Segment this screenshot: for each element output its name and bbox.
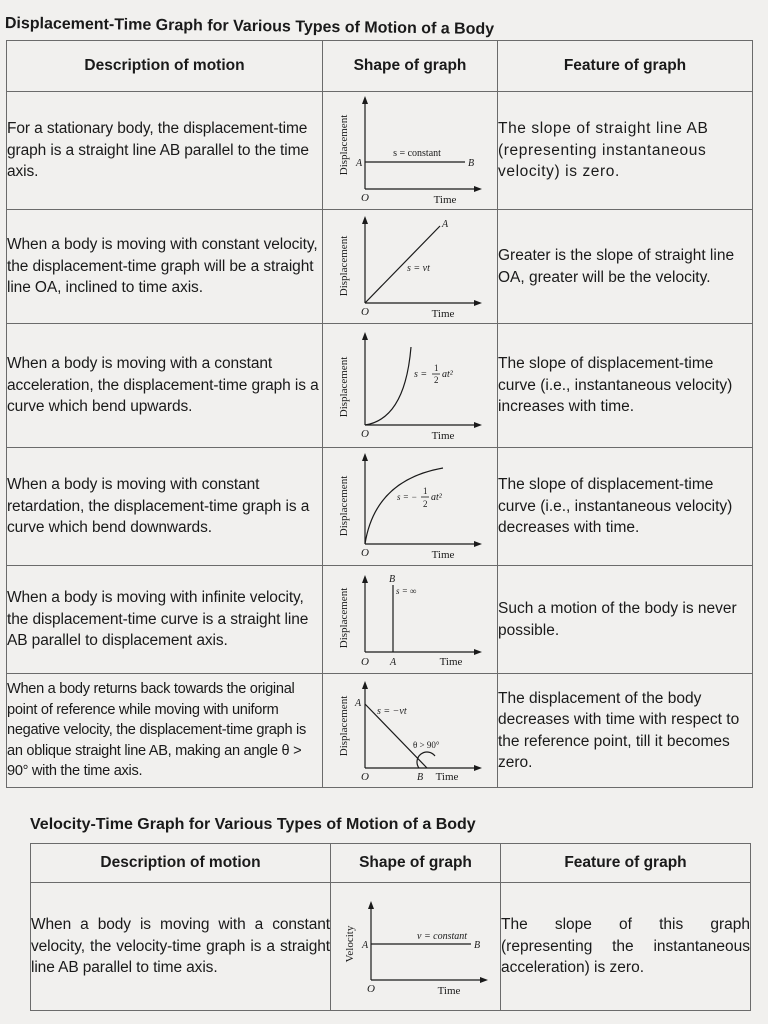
point-a-label: A — [442, 218, 449, 230]
x-axis-label: Time — [431, 548, 455, 561]
origin-label: O — [361, 655, 369, 668]
velocity-time-table — [30, 843, 751, 1011]
point-b-label: B — [468, 157, 475, 169]
row-graph — [331, 883, 501, 1011]
eq-numerator: 1 — [434, 362, 439, 373]
graph-constant-acceleration — [335, 327, 485, 445]
point-a-label: A — [390, 656, 397, 668]
header-shape: Shape of graph — [331, 844, 501, 883]
point-a-label: A — [356, 157, 363, 169]
graph-stationary — [335, 93, 485, 209]
graph-constant-retardation — [335, 450, 485, 564]
row-description: When a body is moving with infinite velocity, the displacement-time curve is a straight line AB parallel to displacement axis. — [7, 566, 323, 674]
eq-numerator: 1 — [423, 485, 428, 496]
graph-constant-velocity — [335, 211, 485, 323]
row-graph — [323, 448, 498, 566]
y-axis-label: Displacement — [338, 695, 350, 756]
row-feature: The slope of this graph (representing the instantaneous acceleration) is zero. — [501, 883, 751, 1011]
y-axis-label: Displacement — [338, 356, 350, 417]
table-row — [7, 448, 753, 566]
row-description: When a body is moving with constant retardation, the displacement-time graph is a curve which bend downwards. — [7, 448, 323, 566]
angle-label: θ > 90° — [413, 739, 440, 750]
graph-equation: v = constant — [416, 930, 467, 942]
table-row — [7, 566, 753, 674]
row-feature: The slope of straight line AB (representing instantaneous velocity) is zero. — [498, 92, 753, 210]
origin-label: O — [361, 191, 369, 204]
point-b-label: B — [389, 573, 396, 585]
graph-equation: s = vt — [407, 262, 430, 274]
origin-label: O — [361, 427, 369, 440]
y-axis-label: Displacement — [338, 587, 350, 648]
origin-label: O — [361, 546, 369, 559]
row-description: When a body is moving with a constant velocity, the velocity-time graph is a straight line AB parallel to time axis. — [31, 883, 331, 1011]
row-feature: Such a motion of the body is never possible. — [498, 566, 753, 674]
origin-label: O — [361, 305, 369, 318]
row-graph — [323, 324, 498, 448]
row-feature: Greater is the slope of straight line OA, greater will be the velocity. — [498, 210, 753, 324]
graph-negative-velocity — [335, 676, 485, 786]
header-description: Description of motion — [31, 844, 331, 883]
x-axis-label: Time — [431, 429, 455, 442]
displacement-time-table — [6, 40, 753, 788]
x-axis-label: Time — [439, 655, 463, 668]
section-title-displacement: Displacement-Time Graph for Various Types of Motion of a Body — [4, 14, 495, 38]
x-axis-label: Time — [435, 770, 459, 783]
graph-equation: s = constant — [393, 147, 441, 159]
row-description: For a stationary body, the displacement-time graph is a straight line AB parallel to the time axis. — [7, 92, 323, 210]
eq-left: s = − — [397, 491, 418, 502]
header-feature: Feature of graph — [501, 844, 751, 883]
point-a-label: A — [361, 939, 368, 951]
header-description: Description of motion — [7, 41, 323, 92]
header-shape: Shape of graph — [323, 41, 498, 92]
row-feature: The displacement of the body decreases with time with respect to the reference point, till it becomes zero. — [498, 674, 753, 788]
table-header-row — [31, 844, 751, 883]
row-graph — [323, 210, 498, 324]
graph-equation: s = −vt — [377, 705, 407, 717]
y-axis-label: Velocity — [343, 925, 356, 962]
y-axis-label: Displacement — [338, 475, 350, 536]
row-feature: The slope of displacement-time curve (i.e., instantaneous velocity) decreases with time. — [498, 448, 753, 566]
origin-label: O — [361, 770, 369, 783]
row-graph — [323, 674, 498, 788]
x-axis-label: Time — [437, 984, 460, 997]
x-axis-label: Time — [433, 193, 457, 206]
point-b-label: B — [473, 939, 480, 951]
row-description: When a body is moving with constant velocity, the displacement-time graph will be a straight line OA, inclined to time axis. — [7, 210, 323, 324]
eq-denominator: 2 — [434, 374, 439, 385]
table-header-row — [7, 41, 753, 92]
table-row — [7, 674, 753, 788]
section-title-velocity: Velocity-Time Graph for Various Types of Motion of a Body — [30, 816, 476, 833]
eq-denominator: 2 — [423, 498, 428, 509]
table-row — [7, 210, 753, 324]
graph-equation: s = ∞ — [396, 585, 417, 596]
graph-constant-velocity-vt — [341, 892, 491, 1002]
eq-left: s = — [414, 368, 428, 380]
graph-infinite-velocity — [335, 568, 485, 672]
table-row — [31, 883, 751, 1011]
row-feature: The slope of displacement-time curve (i.e., instantaneous velocity) increases with time. — [498, 324, 753, 448]
origin-label: O — [366, 982, 375, 995]
row-graph — [323, 92, 498, 210]
point-b-label: B — [417, 771, 424, 783]
x-axis-label: Time — [431, 307, 455, 320]
y-axis-label: Displacement — [338, 235, 350, 296]
row-graph — [323, 566, 498, 674]
row-description: When a body returns back towards the original point of reference while moving with uniform negative velocity, the displacement-time graph is an oblique straight line AB, making an angle θ > 90° with the time axis. — [7, 674, 323, 788]
eq-right: at² — [442, 368, 453, 380]
eq-right: at² — [431, 491, 442, 503]
table-row — [7, 92, 753, 210]
row-description: When a body is moving with a constant acceleration, the displacement-time graph is a curve which bend upwards. — [7, 324, 323, 448]
header-feature: Feature of graph — [498, 41, 753, 92]
y-axis-label: Displacement — [338, 114, 350, 175]
table-row — [7, 324, 753, 448]
point-a-label: A — [355, 697, 362, 709]
